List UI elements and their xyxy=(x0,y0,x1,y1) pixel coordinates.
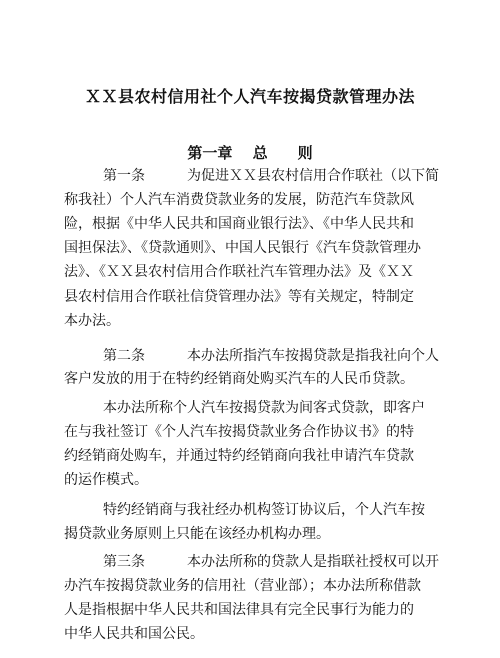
body-line: 称我社）个人汽车消费贷款业务的发展，防范汽车贷款风 xyxy=(64,192,414,208)
body-line: 的运作模式。 xyxy=(64,472,148,488)
body-line: 中华人民共和国公民。 xyxy=(64,626,204,642)
body-line: 约经销商处购车，并通过特约经销商向我社申请汽车贷款 xyxy=(64,448,414,464)
body-line: 本办法。 xyxy=(64,313,120,329)
body-line: 险，根据《中华人民共和国商业银行法》、《中华人民共和 xyxy=(64,216,414,232)
body-line: 特约经销商与我社经办机构签订协议后，个人汽车按 xyxy=(103,502,425,518)
body-line: 揭贷款业务原则上只能在该经办机构办理。 xyxy=(64,526,330,542)
body-line: 法》、《ＸＸ县农村信用合作联社汽车管理办法》及《ＸＸ xyxy=(64,264,414,280)
document-title: ＸＸ县农村信用社个人汽车按揭贷款管理办法 xyxy=(84,87,415,106)
body-line: 国担保法》、《贷款通则》、中国人民银行《汽车贷款管理办 xyxy=(64,240,421,256)
body-line: 本办法所称个人汽车按揭贷款为间客式贷款，即客户 xyxy=(103,400,425,416)
body-line: 县农村信用合作联社信贷管理办法》等有关规定，特制定 xyxy=(64,289,414,305)
chapter-title: 第一章 总 则 xyxy=(187,144,313,162)
body-line: 第一条 为促进ＸＸ县农村信用合作联社（以下简 xyxy=(103,168,439,184)
body-line: 客户发放的用于在特约经销商处购买汽车的人民币贷款。 xyxy=(64,371,414,387)
body-line: 在与我社签订《个人汽车按揭贷款业务合作协议书》的特 xyxy=(64,424,414,440)
body-line: 第二条 本办法所指汽车按揭贷款是指我社向个人 xyxy=(103,348,439,364)
body-line: 人是指根据中华人民共和国法律具有完全民事行为能力的 xyxy=(64,602,414,618)
body-line: 办汽车按揭贷款业务的信用社（营业部）；本办法所称借款 xyxy=(64,578,421,594)
body-line: 第三条 本办法所称的贷款人是指联社授权可以开 xyxy=(103,554,439,570)
